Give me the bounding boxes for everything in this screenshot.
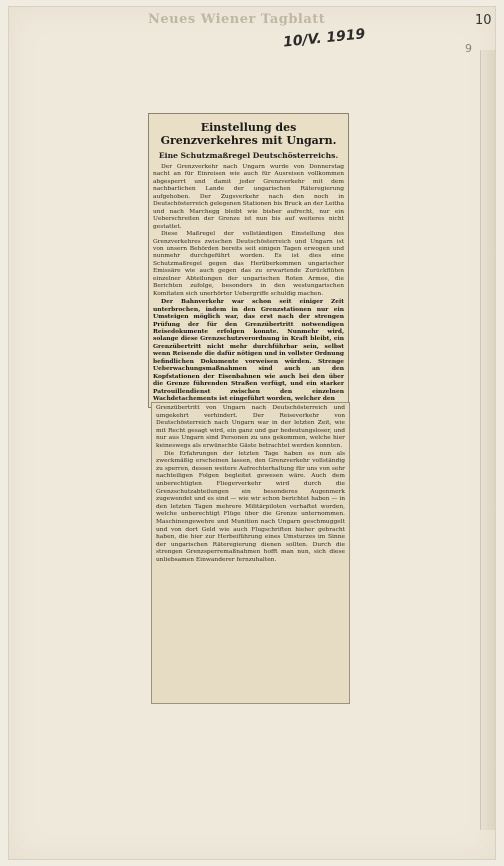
sheet-edge — [480, 50, 495, 830]
article-paragraph: Der Grenzverkehr nach Ungarn wurde von Donnerstag nacht an für Einreisen wie auch für Ausreisen vollkommen abgesperrt und damit jeder Grenzverkehr mit dem nachbarlichen Lande der ungarischen Räteregierung aufgehoben. Der Zugsverkehr nach den noch in Deutschösterreich gelegenen Stationen bis Bruck an der Leitha und nach Marchegg bleibt wie bisher aufrecht, nur ein Ueberschreiten der Grenze ist nun bis auf weiteres nicht gestattet. — [153, 164, 344, 230]
article-headline: Einstellung des Grenzverkehres mit Ungarn. — [160, 121, 337, 147]
folio-secondary: 9 — [465, 42, 472, 55]
clipping-upper — [148, 113, 349, 408]
clipping-lower — [151, 402, 350, 704]
article-paragraph: Grenzübertritt von Ungarn nach Deutschösterreich und umgekehrt verhindert. Der Reiseverkehr von Deutschösterreich nach Ungarn war in der letzten Zeit, wie mit Recht gesagt wird, ein ganz und gar bedeutungsloser, und nur aus Ungarn sind Personen zu uns gekommen, welche hier keineswegs als erwünschte Gäste betrachtet werden konnten. — [156, 405, 345, 449]
newspaper-masthead: Neues Wiener Tagblatt — [148, 12, 326, 27]
article-subheading: Eine Schutzmaßregel Deutschösterreichs. — [158, 151, 339, 160]
article-paragraph: Der Bahnverkehr war schon seit einiger Zeit unterbrochen, indem in den Grenzstationen nur ein Umsteigen möglich war, das erst nach der strengen Prüfung der für den Grenzübertritt notwendigen Reisedokumente erfolgen konnte. Nunmehr wird, solange diese Grenzschutzverordnung in Kraft bleibt, ein Grenzübertritt nicht mehr durchführbar sein, selbst wenn Reisende die dafür nötigen und in vollster Ordnung befindlichen Dokumente vorweisen würden. Strenge Ueberwachungsmaßnahmen sind auch an den Kopfstationen der Eisenbahnen wie auch bei den über die Grenze führenden Straßen verfügt, und ein starker Patrouillendienst zwischen den einzelnen Wachdetachements ist eingeführt worden, welcher den — [153, 298, 344, 403]
handwritten-date: 10/V. 1919 — [282, 26, 367, 51]
article-paragraph: Diese Maßregel der vollständigen Einstellung des Grenzverkehres zwischen Deutschösterreich und Ungarn ist von unsern Behörden bereits seit einigen Tagen erwogen und nunmehr durchgeführt worden. Es ist dies eine Schutzmaßregel gegen das Herüberkommen ungarischer Emissäre wie auch gegen das zu erwartende Zurückflüten einzelner Abteilungen der ungarischen Roten Armee, die Berichten zufolge, besonders in den westungarischen Komitaten sich unerhörter Uebergriffe schuldig machen. — [153, 231, 344, 297]
folio-number: 10 — [475, 13, 492, 28]
article-paragraph: Die Erfahrungen der letzten Tage haben es nun als zweckmäßig erscheinen lassen, den Grenzverkehr vollständig zu sperren, dessen weitere Aufrechterhaltung für uns von sehr nachteiligen Folgen begleitet gewesen wäre. Auch dem unberechtigten Fliegerverkehr wird durch die Grenzschutzabteilungen ein besonderes Augenmerk zugewendet und es sind — wie wir schon berichtet haben — in den letzten Tagen mehrere Militärpiloten verhaftet worden, welche unberechtigt Flüge über die Grenze unternommen. Maschinengewehre und Munition nach Ungarn geschmuggelt und von dort Geld wie auch Flugschriften hieher gebracht haben, die hier zur Herbeiführung eines Umsturzes im Sinne der ungarischen Räteregierung dienen sollten. Durch die strengen Grenzsperremaßnahmen hofft man nun, sich diese unliebsamen Einwanderer fernzuhalten. — [156, 450, 345, 563]
